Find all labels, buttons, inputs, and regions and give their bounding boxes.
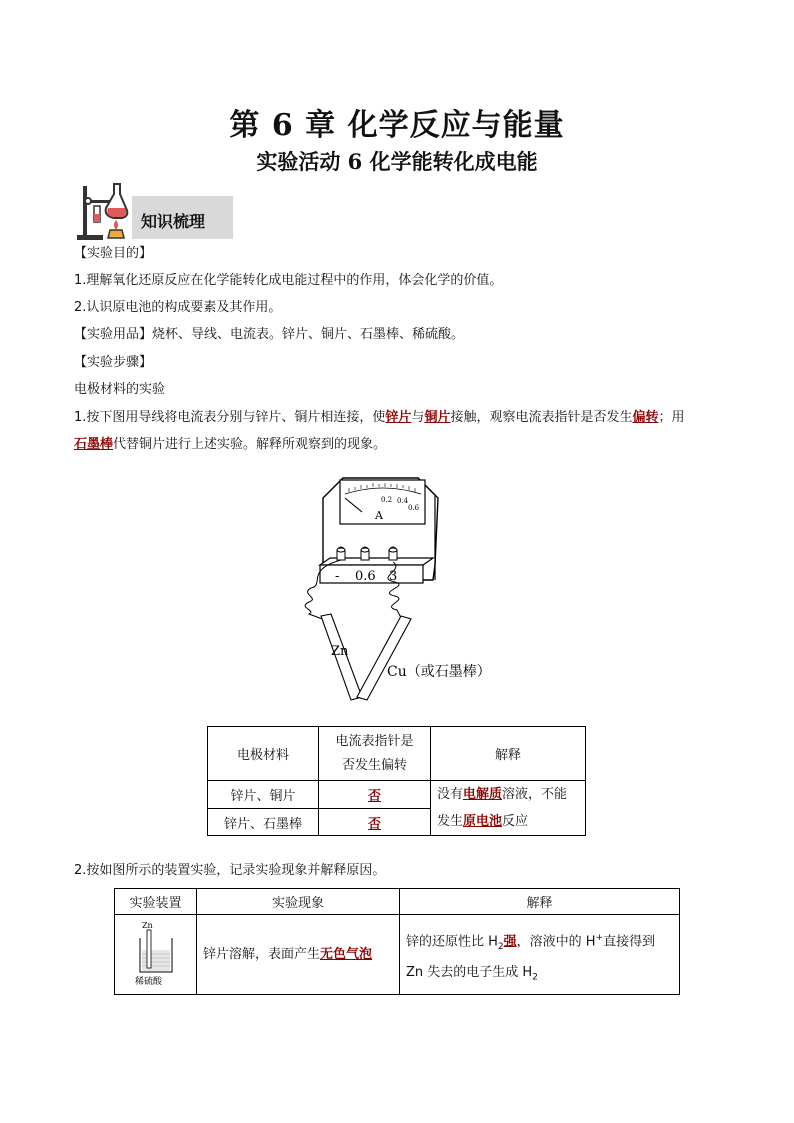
zn-electrode-label: Zn: [331, 644, 349, 659]
chapter-title: 第 6 章 化学反应与能量: [229, 108, 565, 143]
table-cell: [319, 809, 431, 836]
beaker-figure: [126, 918, 186, 988]
materials-line: 【实验用品】烧杯、导线、电流表。锌片、铜片、石墨棒、稀硫酸。: [74, 327, 465, 342]
answer-no-deflection: 否: [367, 789, 381, 804]
column-header: 解释: [431, 727, 586, 781]
beaker-zn-label: Zn: [141, 920, 153, 930]
obs-text: 锌片溶解，表面产生: [203, 946, 321, 962]
answer-zinc: 锌片: [385, 410, 412, 425]
zinc-acid-table: [114, 888, 680, 995]
explanation-cell: [400, 915, 680, 995]
purpose-item-1: 1.理解氧化还原反应在化学能转化成电能过程中的作用，体会化学的价值。: [74, 273, 503, 288]
step1-text: ；用: [658, 410, 685, 425]
subscript: 2: [532, 972, 538, 983]
subscript: 2: [497, 941, 504, 952]
exp-text: 反应: [502, 814, 529, 829]
activity-subtitle: 实验活动 6 化学能转化成电能: [256, 149, 538, 174]
section-label: 知识梳理: [141, 212, 206, 231]
answer-electrolyte: 电解质: [463, 787, 503, 802]
header-line: 否发生偏转: [341, 757, 407, 773]
step1-line-2: [74, 436, 386, 454]
steps-header: 【实验步骤】: [74, 355, 153, 370]
answer-graphite: 石墨棒: [74, 437, 114, 452]
exp-text: 直接得到: [603, 934, 656, 950]
meter-unit: A: [375, 509, 383, 522]
exp-text: 锌的还原性比 H: [406, 934, 498, 950]
electrode-heading: 电极材料的实验: [74, 382, 166, 397]
answer-stronger: 强: [503, 934, 517, 950]
table-cell: 锌片、石墨棒: [208, 809, 319, 836]
purpose-header: 【实验目的】: [74, 246, 153, 261]
exp-text: 发生: [437, 814, 464, 829]
answer-galvanic-cell: 原电池: [463, 814, 503, 829]
step1-text: 代替铜片进行上述实验。解释所观察到的现象。: [113, 437, 387, 452]
table-cell: [319, 781, 431, 809]
answer-copper: 铜片: [424, 410, 451, 425]
observation-cell: [197, 915, 400, 995]
step2-text: 2.按如图所示的装置实验，记录实验现象并解释原因。: [74, 863, 386, 878]
ammeter-figure: [295, 470, 515, 710]
terminal-label: 0.6: [355, 569, 376, 584]
exp-text: Zn 失去的电子生成 H: [406, 964, 533, 980]
lab-apparatus-icon: [74, 180, 134, 242]
apparatus-cell: [115, 915, 197, 995]
superscript: +: [595, 933, 604, 943]
column-header: [319, 727, 431, 781]
step1-line-1: [74, 409, 685, 427]
answer-deflection: 偏转: [632, 410, 659, 425]
cu-electrode-label: Cu（或石墨棒）: [387, 664, 491, 680]
table-cell: 锌片、铜片: [208, 781, 319, 809]
answer-colorless-gas: 无色气泡: [320, 946, 373, 962]
step1-text: 1.按下图用导线将电流表分别与锌片、铜片相连接，使: [74, 410, 386, 425]
beaker-label: 稀硫酸: [134, 976, 162, 987]
answer-no-deflection: 否: [367, 816, 381, 832]
scale-value: 0.6: [408, 504, 420, 512]
explanation-cell: [431, 781, 586, 836]
column-header: 电极材料: [208, 727, 319, 781]
electrode-table: [207, 726, 586, 836]
terminal-label: 3: [389, 569, 398, 584]
exp-text: ，溶液中的 H: [516, 934, 596, 950]
scale-value: 0.4: [397, 497, 409, 505]
exp-text: 溶液，不能: [502, 787, 568, 802]
purpose-item-2: 2.认识原电池的构成要素及其作用。: [74, 300, 282, 315]
exp-text: 没有: [437, 787, 464, 802]
step1-text: 与: [411, 410, 425, 425]
scale-value: 0.2: [381, 496, 393, 504]
column-header: 实验装置: [115, 889, 197, 915]
step1-text: 接触，观察电流表指针是否发生: [450, 410, 633, 425]
header-line: 电流表指针是: [335, 733, 414, 749]
terminal-label: -: [335, 569, 340, 584]
column-header: 实验现象: [197, 889, 400, 915]
column-header: 解释: [400, 889, 680, 915]
